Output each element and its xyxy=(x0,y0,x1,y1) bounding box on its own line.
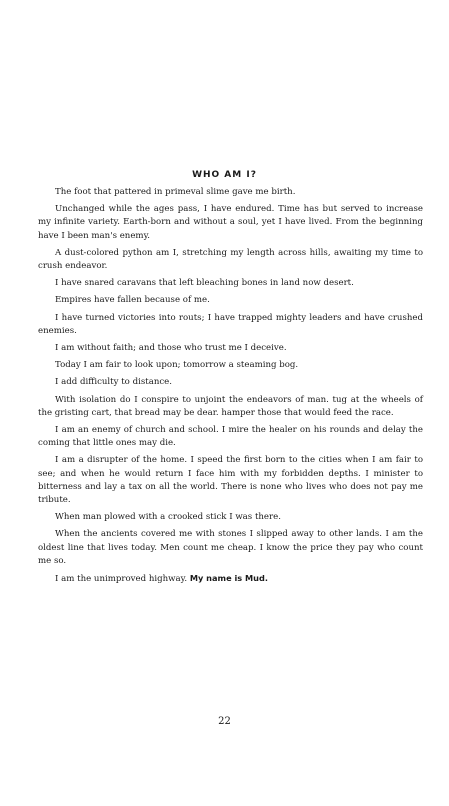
paragraph-5: Empires have fallen because of me. xyxy=(55,295,210,306)
paragraph-13: When man plowed with a crooked stick I was there. xyxy=(55,512,281,523)
closing-line-bold: My name is Mud. xyxy=(189,573,268,584)
paragraph-2: Unchanged while the ages pass, I have endured. Time has but served to increase my infinite variety. Earth-born and without a soul, yet I have lived. From the beginning have I been man's enemy. xyxy=(38,204,423,241)
paragraph-6: I have turned victories into routs; I have trapped mighty leaders and have crushed enemies. xyxy=(38,312,423,336)
paragraph-1: The foot that pattered in primeval slime gave me birth. xyxy=(55,187,296,197)
closing-line-text: I am the unimproved highway. xyxy=(55,574,188,585)
closing-paragraph xyxy=(38,572,423,586)
paragraph-14: When the ancients covered me with stones I slipped away to other lands. I am the oldest line that lives today. Men count me cheap. I know the price they pay who count me so. xyxy=(38,529,423,566)
paragraph-10: With isolation do I conspire to unjoint the endeavors of man. tug at the wheels of the gristing cart, that bread may be dear. hamper those that would feed the race. xyxy=(38,394,423,418)
paragraph-11: I am an enemy of church and school. I mire the healer on his rounds and delay the coming that little ones may die. xyxy=(38,425,423,449)
page-title: WHO AM I? xyxy=(192,170,257,180)
paragraph-3: A dust-colored python am I, stretching my length across hills, awaiting my time to crush endeavor. xyxy=(38,247,423,272)
paragraph-4: I have snared caravans that left bleaching bones in land now desert. xyxy=(55,278,354,289)
paragraph-9: I add difficulty to distance. xyxy=(55,377,172,388)
poem-body xyxy=(38,186,423,590)
page-number: 22 xyxy=(218,716,231,727)
paragraph-7: I am without faith; and those who trust me I deceive. xyxy=(55,343,287,354)
paragraph-12: I am a disrupter of the home. I speed the first born to the cities when I am fair to see; and when he would return I face him with my forbidden depths. I minister to bitterness and lay a tax on all the world. There is none who lives who does not pay me tribute. xyxy=(38,455,423,506)
paragraph-8: Today I am fair to look upon; tomorrow a steaming bog. xyxy=(55,360,299,371)
